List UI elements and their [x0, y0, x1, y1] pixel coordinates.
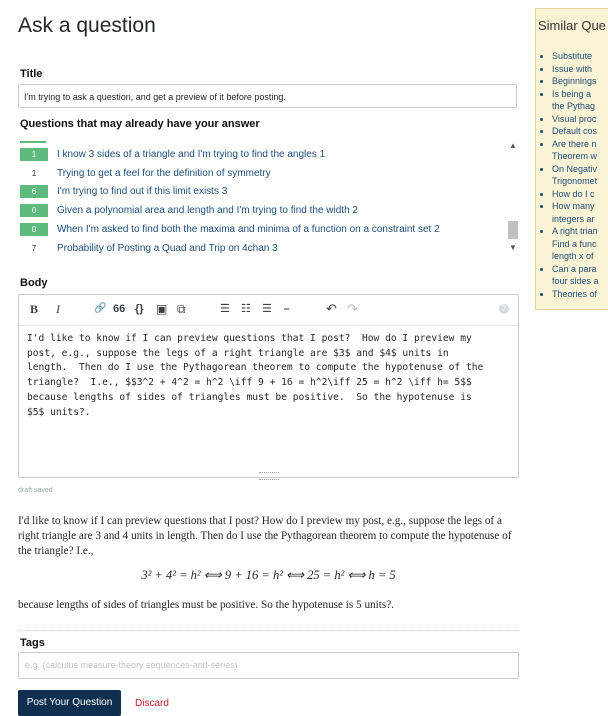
tags-input[interactable]: e.g. (calculus measure-theory sequences-and-series) [18, 652, 519, 679]
answer-count-badge: 0 [20, 223, 48, 236]
sidebar-question-text: integers ar [552, 213, 595, 224]
sidebar-question-text: Trigonomet [552, 176, 598, 186]
list-scrollbar[interactable] [507, 139, 519, 259]
sidebar-question-link[interactable] [552, 225, 608, 263]
resize-grip[interactable] [259, 472, 279, 480]
answer-count-badge: 1 [20, 148, 48, 161]
preview-math: 3² + 4² = h² ⟺ 9 + 16 = h² ⟺ 25 = h² ⟺ h = 5 [141, 568, 396, 582]
sidebar-question-link[interactable] [552, 50, 608, 63]
similar-questions-list[interactable] [18, 139, 519, 259]
similar-question-link[interactable]: Probability of Posting a Quad and Trip on 4chan 3 [57, 243, 278, 254]
undo-icon[interactable]: ↶ [326, 301, 337, 316]
sidebar-question-text: • How do I c [552, 188, 595, 199]
italic-icon[interactable]: I [56, 302, 60, 316]
similar-question-row[interactable] [20, 223, 440, 236]
sidebar-question-link[interactable] [552, 163, 608, 188]
draft-status: draft saved [18, 487, 53, 494]
sidebar-question-text: • Are there n [552, 138, 597, 149]
sidebar-question-link[interactable] [552, 63, 608, 76]
link-icon[interactable]: 🔗 [94, 303, 107, 314]
sidebar-question-text: • Substitute [552, 51, 593, 61]
similar-question-row[interactable] [20, 148, 325, 161]
answer-count-badge: 1 [31, 169, 37, 178]
body-editor[interactable] [18, 294, 519, 478]
horizontal-rule-icon[interactable]: ⎯ [284, 303, 290, 315]
body-label: Body [20, 277, 48, 289]
scroll-down-icon[interactable]: ▼ [509, 243, 517, 252]
page-title: Ask a question [18, 14, 156, 37]
answer-count-badge: 0 [20, 204, 48, 217]
scroll-thumb[interactable] [508, 221, 518, 239]
title-input[interactable]: I'm trying to ask a question, and get a preview of it before posting. [18, 84, 517, 108]
similar-question-row[interactable] [20, 185, 227, 198]
list-top-bar [20, 141, 46, 143]
similar-question-row[interactable] [20, 242, 278, 255]
blockquote-icon[interactable]: 66 [113, 303, 126, 315]
scroll-up-icon[interactable]: ▲ [509, 141, 517, 150]
similar-question-row[interactable] [20, 167, 271, 180]
numbered-list-icon[interactable]: ☰ [220, 303, 230, 315]
sidebar-question-text: • Is being a [552, 88, 592, 99]
sidebar-question-text: • Can a para [552, 263, 597, 274]
discard-link[interactable]: Discard [135, 698, 169, 709]
heading-icon[interactable]: ☰ [262, 303, 272, 315]
sidebar-question-link[interactable] [552, 288, 608, 301]
sidebar-question-text: length x of [552, 251, 594, 261]
sidebar-question-link[interactable] [552, 113, 608, 126]
bulleted-list-icon[interactable]: ☷ [241, 303, 251, 315]
sidebar-question-link[interactable] [552, 188, 608, 201]
similar-question-link[interactable]: I'm trying to find out if this limit exists 3 [57, 186, 228, 197]
answer-count-badge: 7 [31, 244, 37, 253]
sidebar-question-link[interactable] [552, 200, 608, 225]
similar-question-link[interactable]: Given a polynomial area and length and I'm trying to find the width 2 [57, 205, 358, 216]
help-icon[interactable]: ? [499, 304, 509, 314]
preview-paragraph-1: I'd like to know if I can preview questions that I post? How do I preview my post, e.g., suppose the legs of a right triangle are 3 and 4 units in length. Then do I use the Pythagorean theorem to compute the hypotenuse of the triangle? I.e., [18, 515, 512, 557]
sidebar-question-text: Theorem w [552, 151, 598, 161]
redo-icon[interactable]: ↷ [347, 301, 358, 316]
sidebar-question-text: • A right trian [552, 226, 598, 236]
sidebar-question-link[interactable] [552, 263, 608, 288]
title-label: Title [20, 68, 43, 80]
toolbar-divider [19, 325, 518, 326]
sidebar-question-text: Find a func [552, 238, 597, 249]
snippet-icon[interactable]: ⧉ [177, 302, 186, 316]
editor-toolbar [19, 295, 518, 325]
sidebar-question-text: • Default cos [552, 126, 598, 136]
sidebar-question-link[interactable] [552, 88, 608, 113]
body-textarea[interactable]: I'd like to know if I can preview questions that I post? How do I preview my post, e.g., suppose the legs of a right triangle are $3$ and $4$ units in length. Then do I use the Pythagorean theorem to compute the hypotenuse of the triangle? I.e., $$3^2 + 4^2 = h^2 \iff 9 + 16 = h^2\iff 25 = h^2 \iff h= 5$$ because lengths of sides of triangles must be positive. So the hypotenuse is $5$ units?. [27, 333, 484, 418]
preview-paragraph-2: because lengths of sides of triangles must be positive. So the hypotenuse is 5 units?. [18, 599, 394, 611]
sidebar-title: Similar Que [538, 18, 606, 33]
similar-question-link[interactable]: When I'm asked to find both the maxima and minima of a function on a constraint set 2 [57, 224, 440, 235]
image-icon[interactable]: ▣ [156, 302, 168, 316]
bold-icon[interactable]: B [30, 302, 39, 316]
sidebar-question-text: • How many [552, 201, 595, 211]
similar-question-row[interactable] [20, 204, 358, 217]
sidebar-question-link[interactable] [552, 138, 608, 163]
sidebar-question-text: four sides a [552, 276, 599, 286]
similar-questions-sidebar [535, 8, 608, 310]
similar-question-link[interactable]: I know 3 sides of a triangle and I'm trying to find the angles 1 [57, 149, 326, 160]
sidebar-question-text: • Beginnings [552, 76, 597, 86]
post-question-button[interactable]: Post Your Question [18, 690, 121, 716]
divider [18, 630, 519, 631]
tags-label: Tags [20, 637, 45, 649]
sidebar-question-text: • Theories of [552, 288, 598, 299]
similar-questions-label: Questions that may already have your answer [20, 118, 260, 130]
sidebar-list [536, 50, 608, 300]
sidebar-question-text: the Pythag [552, 101, 596, 111]
sidebar-question-text: • Visual proc [552, 113, 597, 124]
sidebar-question-link[interactable] [552, 75, 608, 88]
code-icon[interactable]: {} [135, 303, 144, 315]
sidebar-question-text: • On Negativ [552, 163, 598, 174]
sidebar-question-link[interactable] [552, 125, 608, 138]
sidebar-question-text: • Issue with [552, 63, 593, 74]
answer-count-badge: 6 [20, 185, 48, 198]
similar-question-link[interactable]: Trying to get a feel for the definition of symmetry [57, 168, 271, 179]
